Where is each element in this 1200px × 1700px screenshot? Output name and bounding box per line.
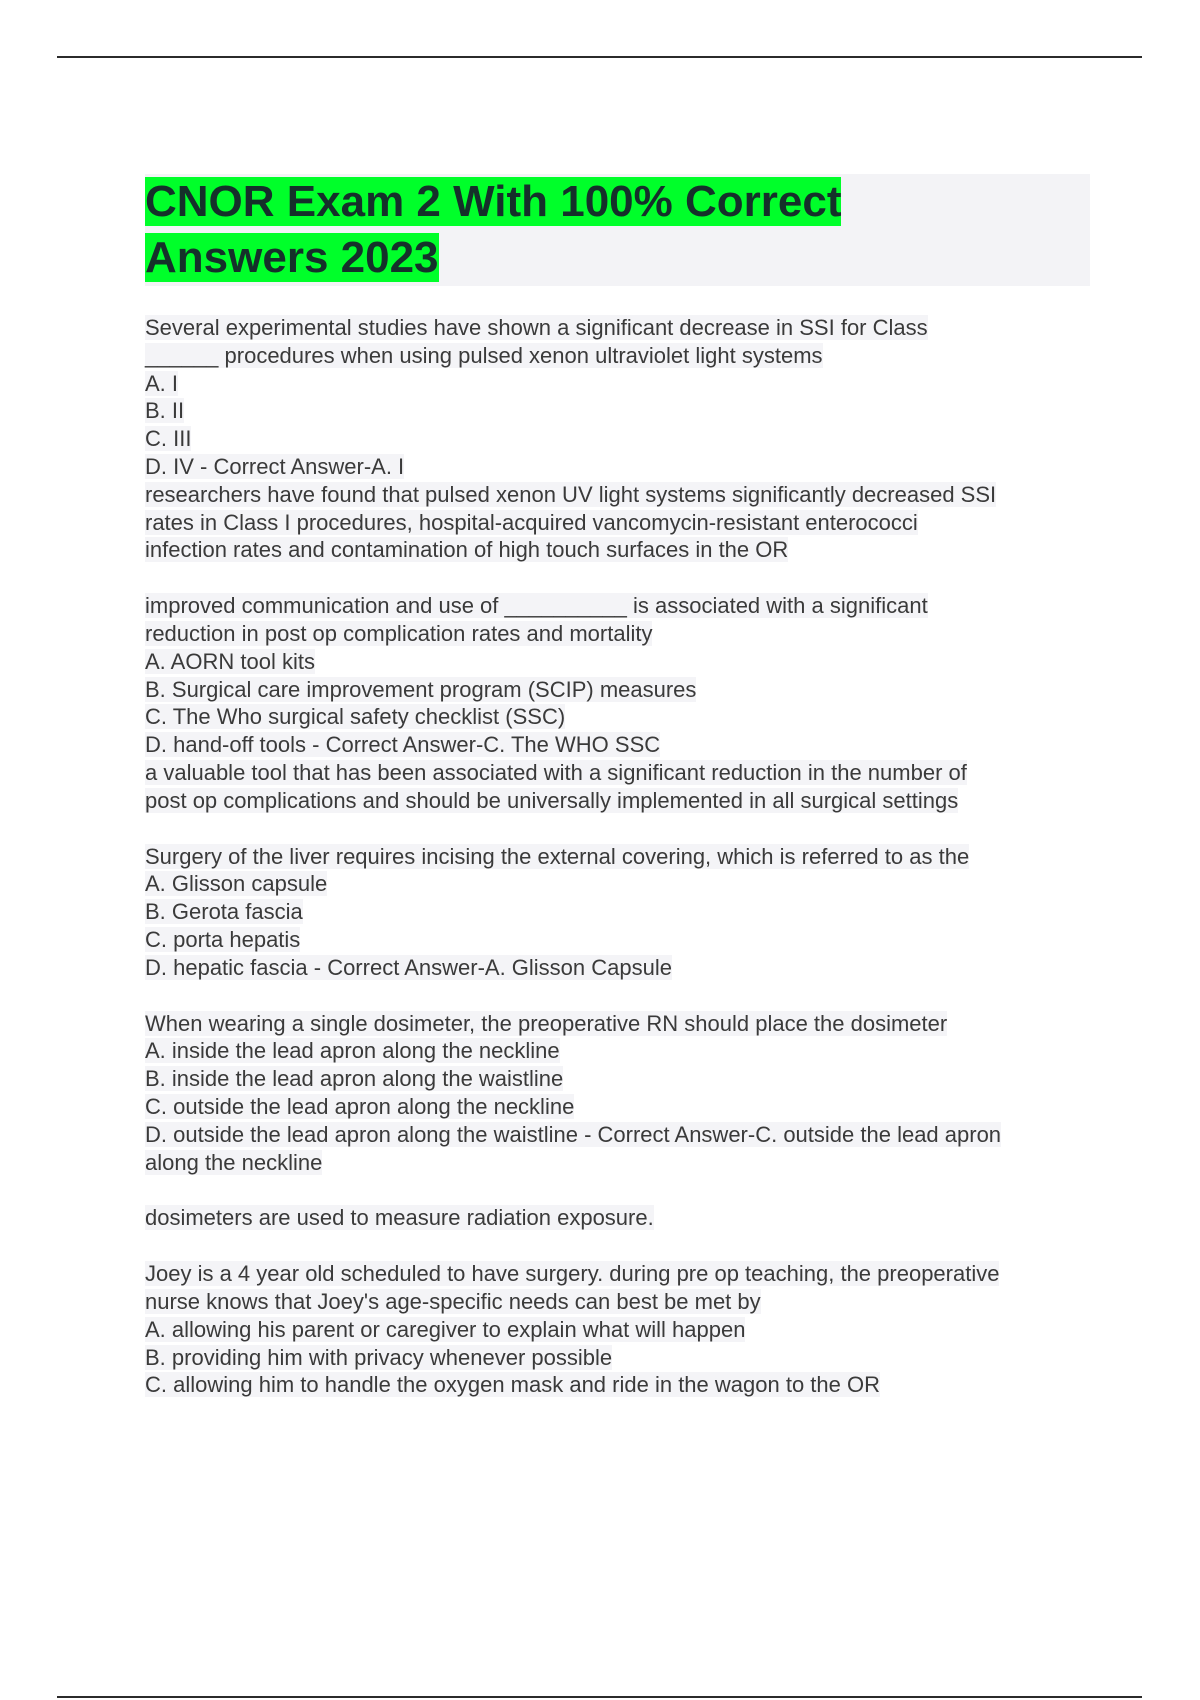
text-line-content: Surgery of the liver requires incising the external covering, which is referred to as the — [145, 843, 970, 869]
text-line — [145, 509, 1090, 537]
bottom-rule — [57, 1696, 1142, 1698]
text-line — [145, 370, 1090, 398]
text-line — [145, 425, 1090, 453]
question-block — [145, 1204, 1090, 1232]
text-line-content: C. porta hepatis — [145, 926, 301, 952]
text-line-content: a valuable tool that has been associated with a significant reduction in the number of — [145, 759, 967, 785]
text-line — [145, 536, 1090, 564]
text-line-content: post op complications and should be universally implemented in all surgical settings — [145, 787, 959, 813]
text-line — [145, 620, 1090, 648]
text-line — [145, 1204, 1090, 1232]
text-line — [145, 954, 1090, 982]
text-line-content: C. outside the lead apron along the neckline — [145, 1093, 575, 1119]
text-line — [145, 1037, 1090, 1065]
title-block — [145, 174, 1090, 286]
question-block — [145, 843, 1090, 982]
title-line-1: CNOR Exam 2 With 100% Correct — [145, 177, 842, 226]
question-block — [145, 592, 1090, 814]
text-line-content: ______ procedures when using pulsed xenon ultraviolet light systems — [145, 342, 823, 368]
text-line-content: A. inside the lead apron along the neckline — [145, 1038, 560, 1064]
text-line — [145, 1344, 1090, 1372]
text-line — [145, 1093, 1090, 1121]
text-line — [145, 843, 1090, 871]
text-line — [145, 1316, 1090, 1344]
text-line-content: When wearing a single dosimeter, the preoperative RN should place the dosimeter — [145, 1010, 948, 1036]
question-list — [145, 314, 1090, 1399]
text-line-content: D. hand-off tools - Correct Answer-C. The WHO SSC — [145, 732, 661, 758]
text-line — [145, 1121, 1090, 1149]
text-line-content: A. I — [145, 370, 179, 396]
text-line-content: B. II — [145, 398, 185, 424]
text-line-content: C. allowing him to handle the oxygen mask and ride in the wagon to the OR — [145, 1372, 880, 1398]
text-line — [145, 1149, 1090, 1177]
text-line-content: B. providing him with privacy whenever possible — [145, 1344, 613, 1370]
text-line — [145, 648, 1090, 676]
page-title — [145, 174, 1090, 286]
text-line — [145, 314, 1090, 342]
text-line-content: Several experimental studies have shown a significant decrease in SSI for Class — [145, 315, 928, 340]
text-line-content: nurse knows that Joey's age-specific needs can best be met by — [145, 1288, 761, 1314]
text-line — [145, 676, 1090, 704]
text-line — [145, 731, 1090, 759]
text-line-content: Joey is a 4 year old scheduled to have surgery. during pre op teaching, the preoperative — [145, 1261, 1000, 1287]
text-line — [145, 870, 1090, 898]
title-line-2: Answers 2023 — [145, 233, 439, 282]
text-line — [145, 592, 1090, 620]
text-line-content: C. III — [145, 426, 192, 452]
text-line-content: researchers have found that pulsed xenon UV light systems significantly decreased SSI — [145, 481, 997, 507]
text-line-content: D. IV - Correct Answer-A. I — [145, 453, 405, 479]
text-line — [145, 1065, 1090, 1093]
text-line — [145, 397, 1090, 425]
question-block — [145, 1260, 1090, 1399]
document-body — [145, 174, 1090, 1427]
text-line-content: D. outside the lead apron along the waistline - Correct Answer-C. outside the lead apron — [145, 1121, 1002, 1147]
text-line-content: dosimeters are used to measure radiation exposure. — [145, 1205, 654, 1231]
text-line-content: B. Surgical care improvement program (SCIP) measures — [145, 676, 697, 702]
text-line — [145, 1371, 1090, 1399]
text-line-content: rates in Class I procedures, hospital-acquired vancomycin-resistant enterococci — [145, 509, 918, 535]
text-line-content: along the neckline — [145, 1149, 323, 1175]
text-line — [145, 759, 1090, 787]
text-line-content: B. Gerota fascia — [145, 899, 303, 925]
text-line-content: C. The Who surgical safety checklist (SSC) — [145, 704, 566, 730]
text-line — [145, 898, 1090, 926]
text-line-content: A. allowing his parent or caregiver to explain what will happen — [145, 1316, 746, 1342]
text-line-content: A. Glisson capsule — [145, 871, 328, 897]
text-line — [145, 703, 1090, 731]
text-line — [145, 481, 1090, 509]
text-line-content: reduction in post op complication rates and mortality — [145, 620, 653, 646]
text-line — [145, 453, 1090, 481]
text-line-content: improved communication and use of __________ is associated with a significant — [145, 593, 928, 619]
text-line — [145, 342, 1090, 370]
text-line — [145, 1260, 1090, 1288]
text-line — [145, 1288, 1090, 1316]
text-line — [145, 1010, 1090, 1038]
top-rule — [57, 56, 1142, 58]
text-line-content: infection rates and contamination of high touch surfaces in the OR — [145, 537, 789, 563]
text-line-content: D. hepatic fascia - Correct Answer-A. Glisson Capsule — [145, 954, 672, 980]
text-line-content: B. inside the lead apron along the waistline — [145, 1066, 564, 1092]
question-block — [145, 314, 1090, 564]
text-line — [145, 787, 1090, 815]
question-block — [145, 1010, 1090, 1177]
text-line-content: A. AORN tool kits — [145, 648, 315, 674]
text-line — [145, 926, 1090, 954]
